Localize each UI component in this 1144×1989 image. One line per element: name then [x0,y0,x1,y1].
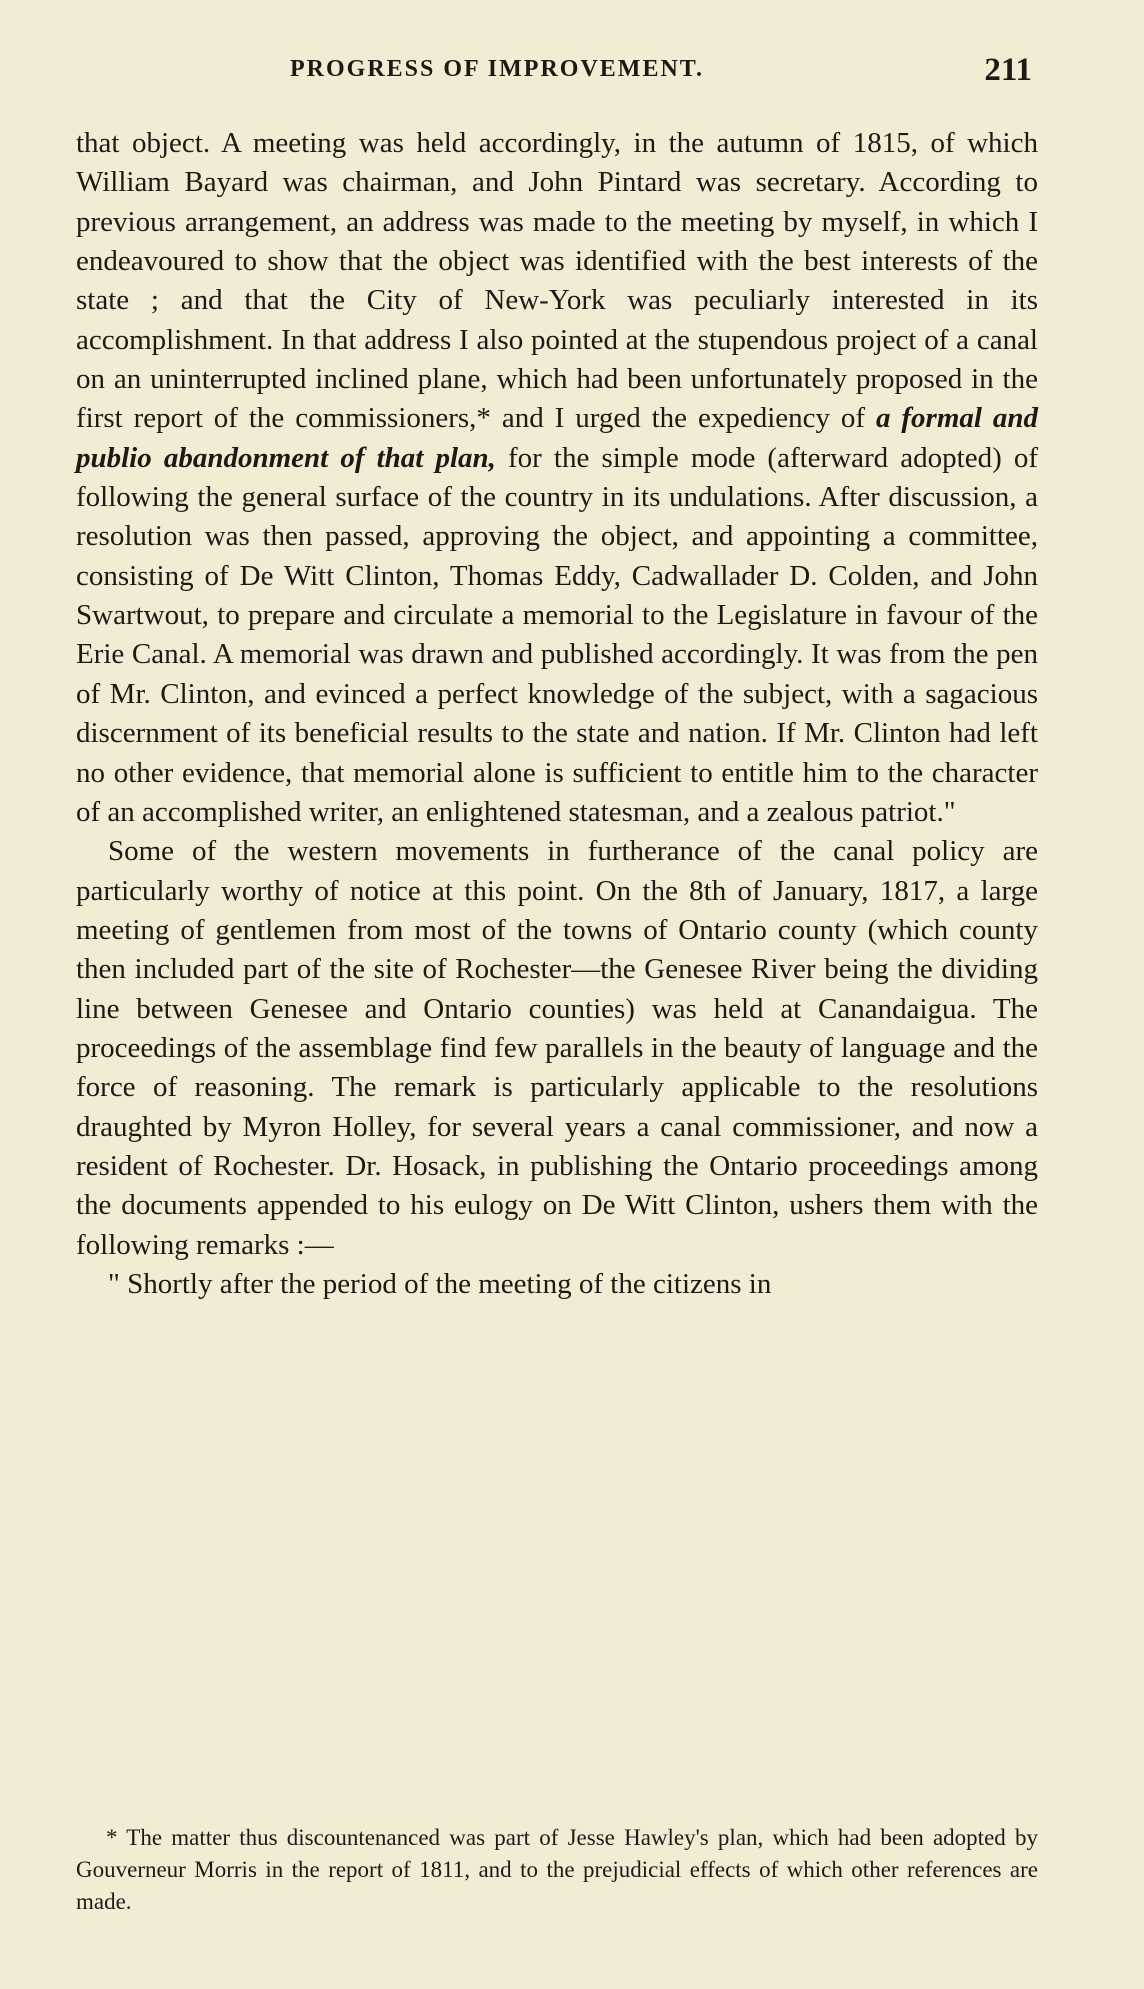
footnote: * The matter thus discountenanced was part of Jesse Hawley's plan, which had been adopted by Gouverneur Morris in the report of 1811, and to the prejudicial effects of which other references are made. [76,1825,1038,1914]
paragraph-2: Some of the western movements in furtherance of the canal policy are particularly worthy of notice at this point. On the 8th of January, 1817, a large meeting of gentlemen from most of the towns of Ontario county (which county then included part of the site of Rochester—the Genesee River being the dividing line between Genesee and Ontario counties) was held at Canandaigua. The proceedings of the assemblage find few parallels in the beauty of language and the force of reasoning. The remark is particularly applicable to the resolutions draughted by Myron Holley, for several years a canal commissioner, and now a resident of Rochester. Dr. Hosack, in publishing the Ontario proceedings among the documents appended to his eulogy on De Witt Clinton, ushers them with the following remarks :— [76,835,1038,1261]
paragraph-1 [76,124,1038,832]
book-page [70,52,1040,1952]
paragraph-1-text-a: that object. A meeting was held accordingly, in the autumn of 1815, of which William Bayard was chairman, and John Pintard was secretary. According to previous arrangement, an address was made to the meeting by myself, in which I endeavoured to show that the object was identified with the best interests of the state ; and that the City of New-York was peculiarly interested in its accomplishment. In that address I also pointed at the stupendous project of a canal on an uninterrupted inclined plane, which had been unfortunately proposed in the first report of the commissioners,* and I urged the expediency of [76,127,1038,435]
paragraph-3: " Shortly after the period of the meeting of the citizens in [108,1267,772,1300]
page-number: 211 [984,52,1032,88]
paragraph-1-text-b: for the simple mode (afterward adopted) of following the general surface of the country in its undulations. After discussion, a resolution was then passed, approving the object, and appointing a committee, consisting of De Witt Clinton, Thomas Eddy, Cadwallader D. Colden, and John Swartwout, to prepare and circulate a memorial to the Legislature in favour of the Erie Canal. A memorial was drawn and published accordingly. It was from the pen of Mr. Clinton, and evinced a perfect knowledge of the subject, with a sagacious discernment of its beneficial results to the state and nation. If Mr. Clinton had left no other evidence, that memorial alone is sufficient to entitle him to the character of an accomplished writer, an enlightened statesman, and a zealous patriot." [76,441,1039,828]
page-header [70,52,1040,102]
running-head: PROGRESS OF IMPROVEMENT. [290,56,705,82]
body-text [76,124,1038,1304]
italic-phrase: a formal and publio abandonment of that plan, [76,402,1038,474]
